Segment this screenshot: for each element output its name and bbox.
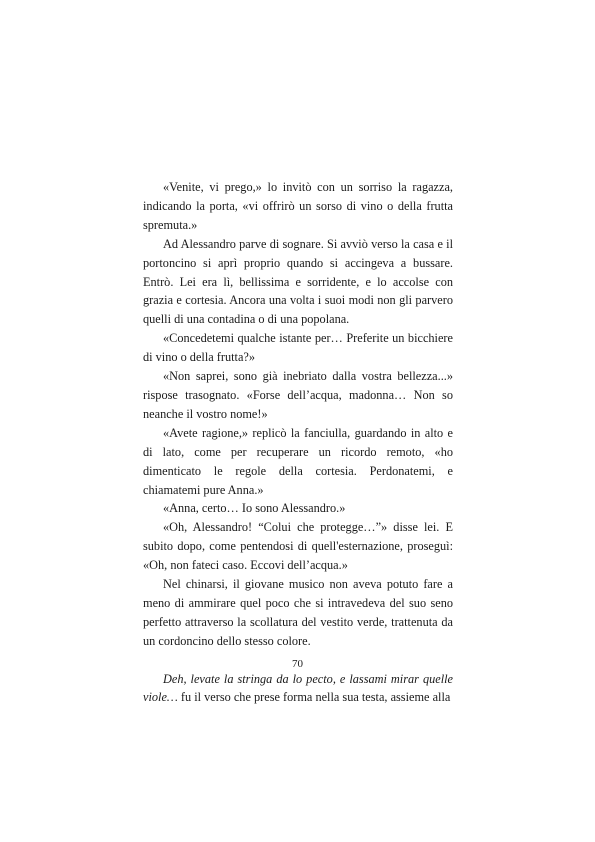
page-number: 70 (292, 658, 303, 670)
paragraph: Nel chinarsi, il giovane musico non aveva potuto fare a meno di ammirare quel poco che si intravedeva del suo seno perfetto attraverso la scollatura del vestito verde, trattenuta da un cordoncino dello stesso colore. (143, 577, 453, 648)
italic-verse: Deh, levate la stringa da lo pecto, e lassami mirar quelle viole… (143, 671, 453, 705)
final-paragraph (143, 670, 453, 708)
paragraph: «Non saprei, sono già inebriato dalla vostra bellezza...» rispose trasognato. «Forse dell’acqua, madonna… Non so neanche il vostro nome!» (143, 369, 453, 421)
paragraph-continuation: fu il verso che prese forma nella sua testa, assieme alla (177, 690, 451, 705)
paragraph: Ad Alessandro parve di sognare. Si avviò verso la casa e il portoncino si aprì proprio quando si accingeva a bussare. Entrò. Lei era lì, bellissima e sorridente, e lo accolse con grazia e cortesia. Ancora una volta i suoi modi non gli parvero quelli di una contadina o di una popolana. (143, 236, 453, 327)
paragraph: «Concedetemi qualche istante per… Preferite un bicchiere di vino o della frutta?» (143, 331, 453, 365)
body-text (143, 178, 453, 707)
paragraph: «Oh, Alessandro! “Colui che protegge…”» disse lei. E subito dopo, come pentendosi di quell'esternazione, proseguì: «Oh, non fateci caso. Eccovi dell’acqua.» (143, 520, 453, 573)
paragraph: «Anna, certo… Io sono Alessandro.» (163, 501, 346, 516)
paragraph: «Avete ragione,» replicò la fanciulla, guardando in alto e di lato, come per recuperare un ricordo remoto, «ho dimenticato le regole della cortesia. Perdonatemi, e chiamatemi pure Anna.» (143, 425, 453, 497)
paragraph: «Venite, vi prego,» lo invitò con un sorriso la ragazza, indicando la porta, «vi offrirò un sorso di vino o della frutta spremuta.» (143, 180, 453, 232)
